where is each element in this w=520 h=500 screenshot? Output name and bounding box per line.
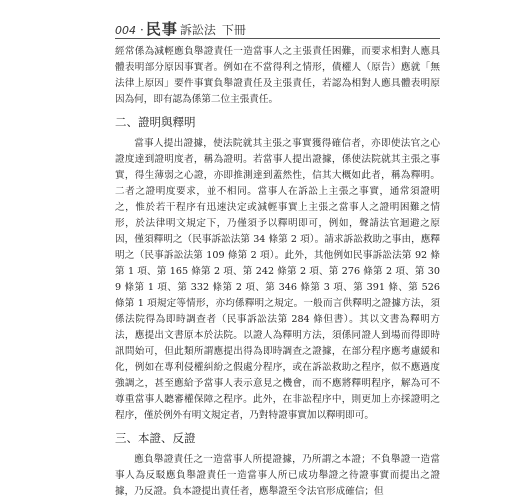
section-heading-2: 二、證明與釋明 xyxy=(115,115,196,129)
paragraph-2: 當事人提出證據，使法院就其主張之事實獲得確信者，亦即使法官之心證度達到證明度者，稱為證明。若當事人提出證據，係使法院就其主張之事實，得生薄弱之心證，亦即推測達到蓋然性，信其大概如此者，稱為釋明。二者之證明度要求，並不相同。當事人在訴訟上主張之事實，通常須證明之，惟於若干程序有迅速決定或減輕事實上主張之當事人之證明困難之情形，於法律明文規定下，乃僅須予以釋明即可，例如，聲請法官迴避之原因，僅須釋明之（民事訴訟法第 34 條第 2 項）。請求訴訟救助之事由，應釋明之（民事訴訟法第 109 條第 2 項）。此外，其他例如民事訴訟法第 92 條第 1 項、第 165 條第 2 項、第 242 條第 2 項、第 276 條第 2 項、第 309 條第 1 項、第 332 條第 2 項、第 346 條第 3 項、第 391 條、第 526 條第 1 項規定等情形，亦均係釋明之規定。一般而言供釋明之證據方法，須係法院得為即時調查者（民事訴訟法第 284 條但書）。其以文書為釋明方法，應提出文書原本於法院。以證人為釋明方法，須係同證人到場而得即時訊問始可，但此類所謂應提出得為即時調查之證據，在部分程序應考慮緩和化，例如在專利侵權糾紛之假處分程序，或在訴訟救助之程序，似不應過度強調之，甚至應給予當事人表示意見之機會，而不應將釋明程序，解為可不尊重當事人聽審權保障之程序。此外，在非訟程序中，則更加上亦採證明之程序，僅於例外有明文規定者，乃對特證事實加以釋明即可。 xyxy=(115,138,440,421)
header-separator: · xyxy=(140,23,144,37)
calligraphy-title: 民事 xyxy=(145,20,178,38)
paragraph-1: 經常係為減輕應負舉證責任一造當事人之主張責任困難，而要求相對人應具體表明部分原因事實者。例如在不當得利之情形，債權人（原告）應就「無法律上原因」要件事實負舉證責任及主張責任，若認為相對人應具體表明原因為何，即有認為係第二位主張責任。 xyxy=(115,46,440,105)
section-heading-3: 三、本證、反證 xyxy=(115,431,196,445)
body-text xyxy=(115,44,440,500)
book-title: 訴訟法 xyxy=(179,23,216,37)
paragraph-3: 應負舉證責任之一造當事人所提證據，乃所謂之本證；不負舉證一造當事人為反駁應負舉證責任一造當事人所已成功舉證之待證事實而提出之證據，乃反證。負本證提出責任者，應舉證至令法官形成確信；但 xyxy=(115,454,440,497)
volume-label: 下冊 xyxy=(221,23,246,37)
running-header xyxy=(115,18,246,39)
page-number: 004 xyxy=(115,24,136,37)
header-rule xyxy=(115,38,440,39)
